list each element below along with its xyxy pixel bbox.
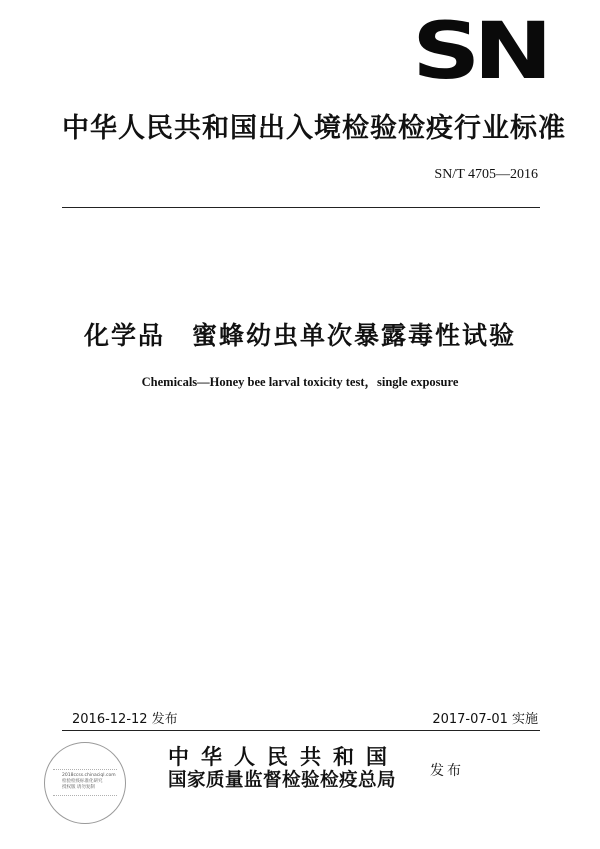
issuer-name-line1: 中华人民共和国 (168, 745, 399, 769)
standard-number: SN/T 4705—2016 (434, 167, 538, 182)
sn-logo: SN (412, 7, 546, 97)
implementation-date: 2017-07-01 实施 (432, 712, 538, 727)
header-divider (62, 207, 540, 208)
stamp-text-line1: 2018ccss.chinaciql.com (62, 773, 116, 778)
footer-divider (62, 730, 540, 731)
issuer-name-line2: 国家质量监督检验检疫总局 (168, 770, 397, 791)
authorization-stamp (44, 742, 126, 824)
stamp-line (53, 769, 117, 770)
document-title-english: Chemicals—Honey bee larval toxicity test，single exposure (141, 375, 459, 389)
stamp-text-line3: 授权版 请勿复制 (62, 785, 95, 790)
publish-label: 发布 (430, 763, 464, 779)
document-title-chinese: 化学品 蜜蜂幼虫单次暴露毒性试验 (83, 321, 516, 350)
stamp-text (62, 773, 116, 791)
issue-date: 2016-12-12 发布 (72, 712, 178, 727)
stamp-line (53, 795, 117, 796)
standard-category: 中华人民共和国出入境检验检疫行业标准 (62, 113, 566, 144)
stamp-text-line2: 检验检疫标准化研究 (62, 779, 103, 784)
